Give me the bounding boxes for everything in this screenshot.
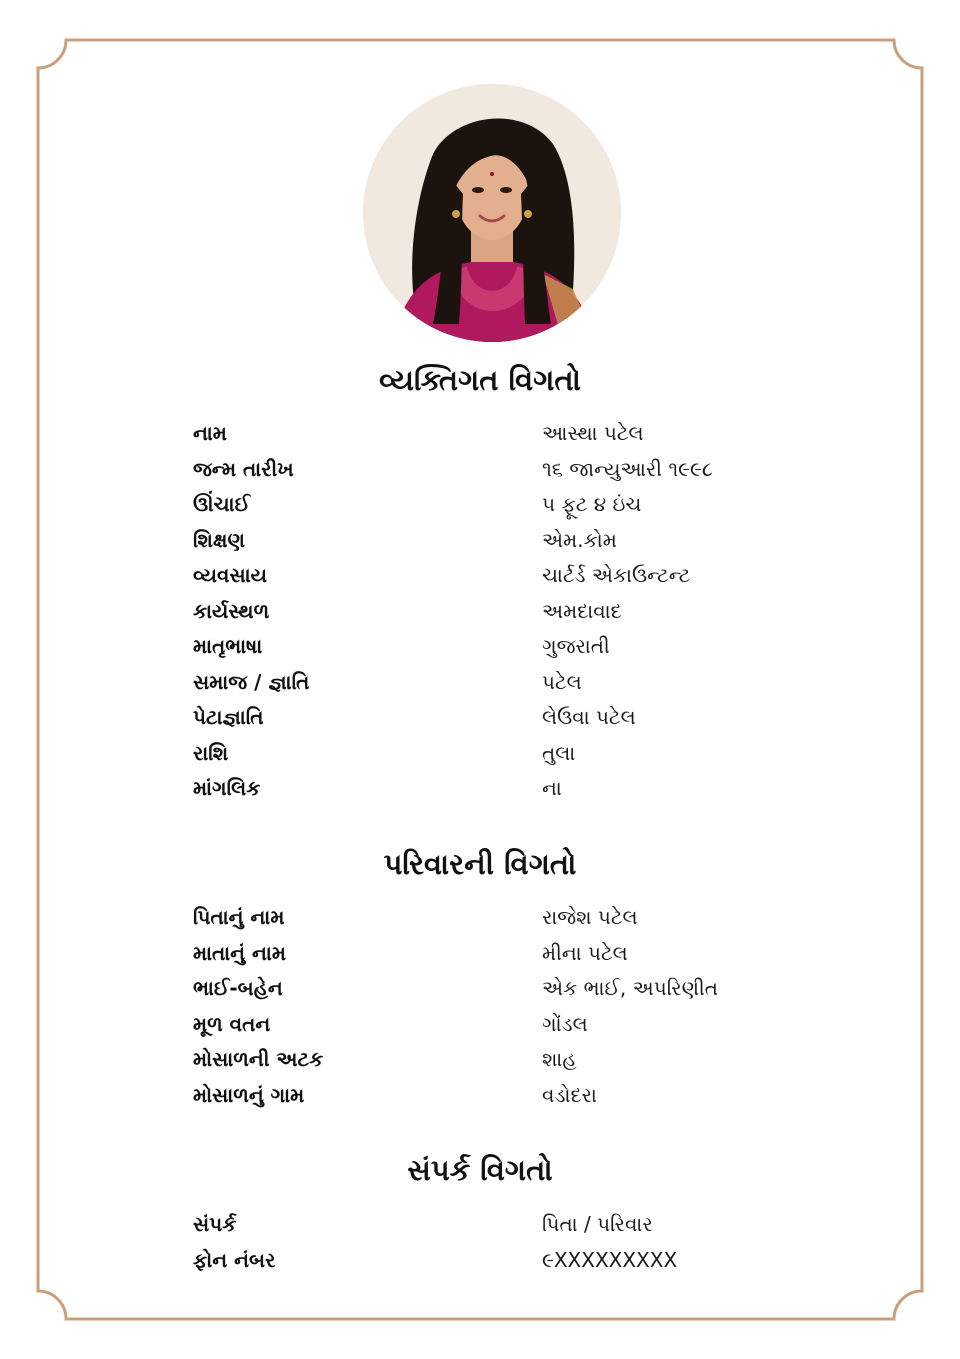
personal-details-heading: વ્યક્તિગત વિગતો [379,363,581,397]
detail-row [193,594,813,630]
detail-row [193,523,813,559]
detail-row [193,558,813,594]
detail-label: શિક્ષણ [193,527,245,552]
detail-row [193,771,813,807]
family-details-heading: પરિવારની વિગતો [383,847,577,881]
detail-label: કાર્યસ્થળ [193,598,270,623]
detail-row [193,900,813,936]
personal-details-list [193,416,813,807]
detail-label: ભાઈ-બહેન [193,976,283,1000]
detail-row [193,452,813,488]
detail-label: ફોન નંબર [193,1247,276,1272]
detail-row [193,1007,813,1043]
detail-row [193,629,813,665]
detail-value: પિતા / પરિવાર [542,1212,653,1236]
detail-row [193,936,813,972]
detail-value: વડોદરા [542,1082,597,1107]
family-details-list [193,900,813,1113]
detail-label: સમાજ / જ્ઞાતિ [193,669,310,694]
detail-row [193,736,813,772]
detail-row [193,665,813,701]
detail-value: શાહ [542,1047,577,1071]
detail-label: માંગલિક [193,776,261,800]
detail-value: એક ભાઈ, અપરિણીત [542,976,718,1000]
detail-value: ચાર્ટર્ડ એકાઉન્ટન્ટ [542,563,691,587]
contact-details-heading: સંપર્ક વિગતો [407,1153,553,1187]
detail-value: લેઉવા પટેલ [542,705,636,729]
detail-row [193,487,813,523]
detail-label: પિતાનું નામ [193,905,285,929]
profile-photo [363,84,621,342]
detail-row [193,1078,813,1114]
detail-label: ઊંચાઈ [193,492,251,516]
detail-label: નામ [193,421,227,445]
detail-label: મોસાળની અટક [193,1047,324,1071]
detail-row [193,1207,813,1243]
detail-row [193,416,813,452]
detail-value: ૫ ફૂટ ૪ ઇંચ [542,492,642,516]
detail-label: પેટાજ્ઞાતિ [193,705,264,729]
detail-value: ૧૬ જાન્યુઆરી ૧૯૯૮ [542,456,713,481]
detail-value: પટેલ [542,669,582,694]
detail-label: વ્યવસાય [193,563,267,587]
detail-row [193,700,813,736]
phone-number: ૯XXXXXXXXX [542,1247,678,1272]
detail-label: માતૃભાષા [193,634,263,658]
detail-value: આસ્થા પટેલ [542,421,644,445]
contact-details-list [193,1207,813,1278]
detail-value: તુલા [542,740,576,765]
detail-value: ગોંડલ [542,1011,588,1036]
detail-value: ગુજરાતી [542,634,610,658]
detail-value: રાજેશ પટેલ [542,905,638,929]
detail-label: મોસાળનું ગામ [193,1082,305,1107]
detail-value: અમદાવાદ [542,598,622,623]
detail-label: માતાનું નામ [193,940,286,965]
detail-row [193,971,813,1007]
detail-label: સંપર્ક [193,1212,237,1236]
detail-value: ના [542,776,562,800]
detail-value: એમ.કોમ [542,527,617,552]
detail-value: મીના પટેલ [542,940,628,965]
detail-row [193,1042,813,1078]
detail-label: મૂળ વતન [193,1011,271,1036]
detail-row [193,1243,813,1279]
detail-label: જન્મ તારીખ [193,456,294,481]
detail-label: રાશિ [193,740,229,765]
